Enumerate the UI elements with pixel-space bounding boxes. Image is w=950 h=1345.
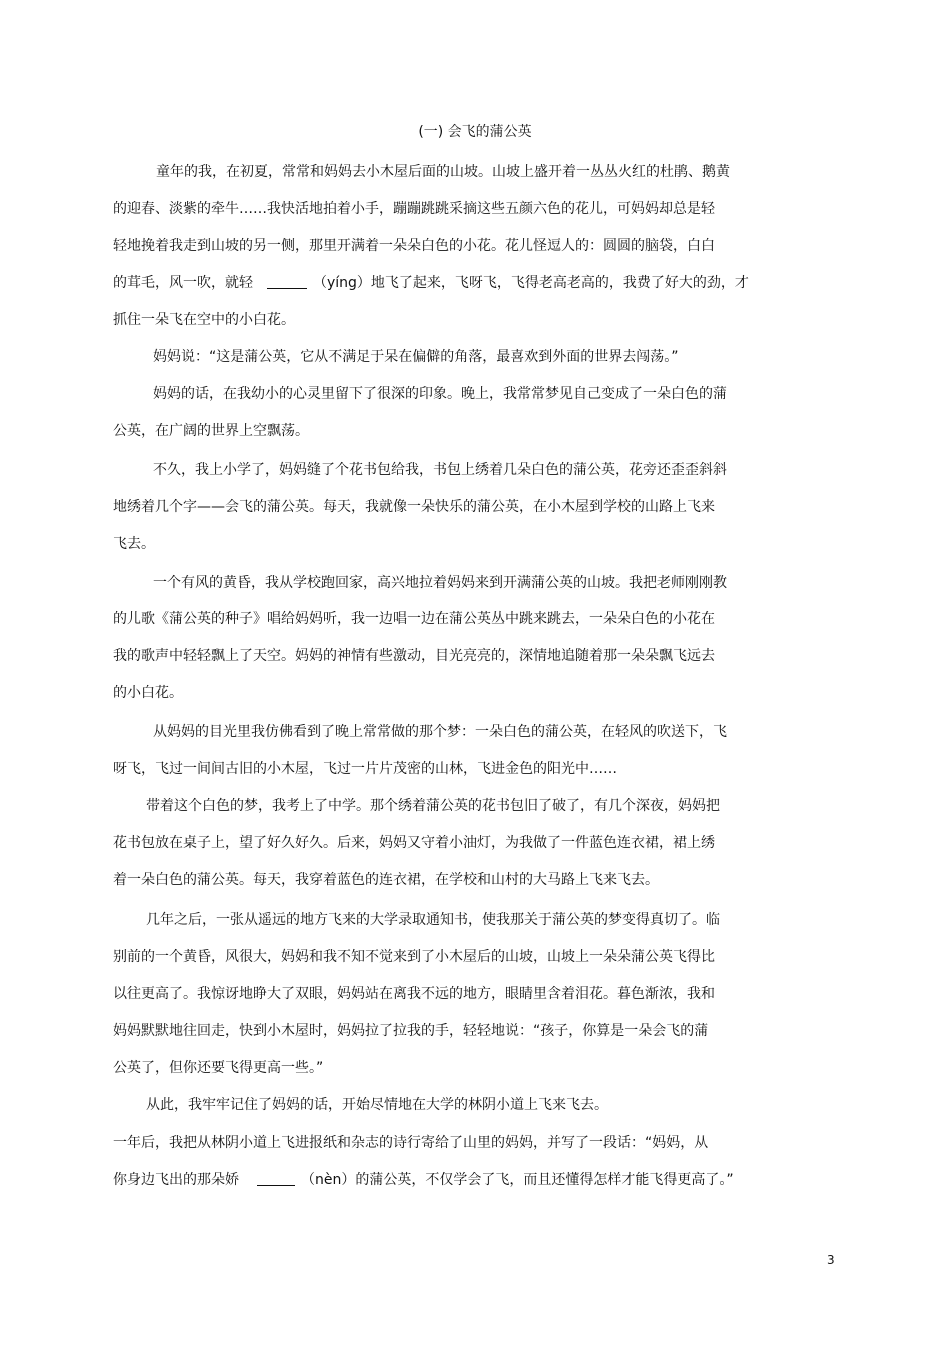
text-segment: 你身边飞出的那朵娇 bbox=[113, 1172, 239, 1188]
text-line: 着一朵白色的蒲公英。每天，我穿着蓝色的连衣裙，在学校和山村的大马路上飞来飞去。 bbox=[113, 872, 659, 888]
text-line: 呀飞，飞过一间间古旧的小木屋，飞过一片片茂密的山林，飞进金色的阳光中…… bbox=[113, 761, 617, 777]
text-line: 公英了，但你还要飞得更高一些。” bbox=[113, 1060, 324, 1076]
text-line: 轻地挽着我走到山坡的另一侧，那里开满着一朵朵白色的小花。花儿怪逗人的：圆圆的脑袋，白白 bbox=[113, 238, 715, 254]
page-number: 3 bbox=[827, 1253, 835, 1267]
text-line: 妈妈的话，在我幼小的心灵里留下了很深的印象。晚上，我常常梦见自己变成了一朵白色的蒲 bbox=[153, 386, 727, 402]
text-line: 不久，我上小学了，妈妈缝了个花书包给我，书包上绣着几朵白色的蒲公英，花旁还歪歪斜斜 bbox=[153, 462, 727, 478]
text-line: 飞去。 bbox=[113, 536, 155, 552]
text-line: 以往更高了。我惊讶地睁大了双眼，妈妈站在离我不远的地方，眼睛里含着泪花。暮色渐浓，我和 bbox=[113, 986, 715, 1002]
text-line: 从妈妈的目光里我仿佛看到了晚上常常做的那个梦：一朵白色的蒲公英，在轻风的吹送下，飞 bbox=[153, 724, 727, 740]
text-line: 一年后，我把从林阴小道上飞进报纸和杂志的诗行寄给了山里的妈妈，并写了一段话：“妈妈，从 bbox=[113, 1135, 709, 1151]
text-line: 的小白花。 bbox=[113, 685, 183, 701]
text-line: 童年的我，在初夏，常常和妈妈去小木屋后面的山坡。山坡上盛开着一丛丛火红的杜鹃、鹅黄 bbox=[156, 164, 730, 180]
text-line: 带着这个白色的梦，我考上了中学。那个绣着蒲公英的花书包旧了破了，有几个深夜，妈妈把 bbox=[146, 798, 720, 814]
text-line: 我的歌声中轻轻飘上了天空。妈妈的神情有些激动，目光亮亮的，深情地追随着那一朵朵飘飞远去 bbox=[113, 648, 715, 664]
fill-in-blank[interactable] bbox=[267, 274, 307, 289]
text-line: 妈妈默默地往回走，快到小木屋时，妈妈拉了拉我的手，轻轻地说：“孩子，你算是一朵会飞的蒲 bbox=[113, 1023, 709, 1039]
fill-in-blank[interactable] bbox=[257, 1171, 295, 1186]
text-segment: （yíng）地飞了起来，飞呀飞，飞得老高老高的，我费了好大的劲，才 bbox=[313, 275, 749, 291]
text-segment: 的茸毛，风一吹，就轻 bbox=[113, 275, 253, 291]
text-line: 的儿歌《蒲公英的种子》唱给妈妈听，我一边唱一边在蒲公英丛中跳来跳去，一朵朵白色的小花在 bbox=[113, 611, 715, 627]
text-line: 公英，在广阔的世界上空飘荡。 bbox=[113, 423, 309, 439]
text-segment: （nèn）的蒲公英，不仅学会了飞，而且还懂得怎样才能飞得更高了。” bbox=[301, 1172, 734, 1188]
text-line-with-blank bbox=[113, 273, 749, 293]
text-line: 从此，我牢牢记住了妈妈的话，开始尽情地在大学的林阴小道上飞来飞去。 bbox=[146, 1097, 608, 1113]
text-line: 几年之后，一张从遥远的地方飞来的大学录取通知书，使我那关于蒲公英的梦变得真切了。临 bbox=[146, 912, 720, 928]
text-line: 抓住一朵飞在空中的小白花。 bbox=[113, 312, 295, 328]
text-line: 一个有风的黄昏，我从学校跑回家，高兴地拉着妈妈来到开满蒲公英的山坡。我把老师刚刚教 bbox=[153, 575, 727, 591]
text-line: 妈妈说：“这是蒲公英，它从不满足于呆在偏僻的角落，最喜欢到外面的世界去闯荡。” bbox=[153, 349, 679, 365]
text-line-with-blank bbox=[113, 1170, 734, 1190]
text-line: 花书包放在桌子上，望了好久好久。后来，妈妈又守着小油灯，为我做了一件蓝色连衣裙，裙上绣 bbox=[113, 835, 715, 851]
text-line: 的迎春、淡紫的牵牛……我快活地拍着小手，蹦蹦跳跳采摘这些五颜六色的花儿，可妈妈却总是轻 bbox=[113, 201, 715, 217]
text-line: 别前的一个黄昏，风很大，妈妈和我不知不觉来到了小木屋后的山坡，山坡上一朵朵蒲公英飞得比 bbox=[113, 949, 715, 965]
passage-title: (一) 会飞的蒲公英 bbox=[418, 124, 532, 140]
text-line: 地绣着几个字——会飞的蒲公英。每天，我就像一朵快乐的蒲公英，在小木屋到学校的山路上飞来 bbox=[113, 499, 715, 515]
